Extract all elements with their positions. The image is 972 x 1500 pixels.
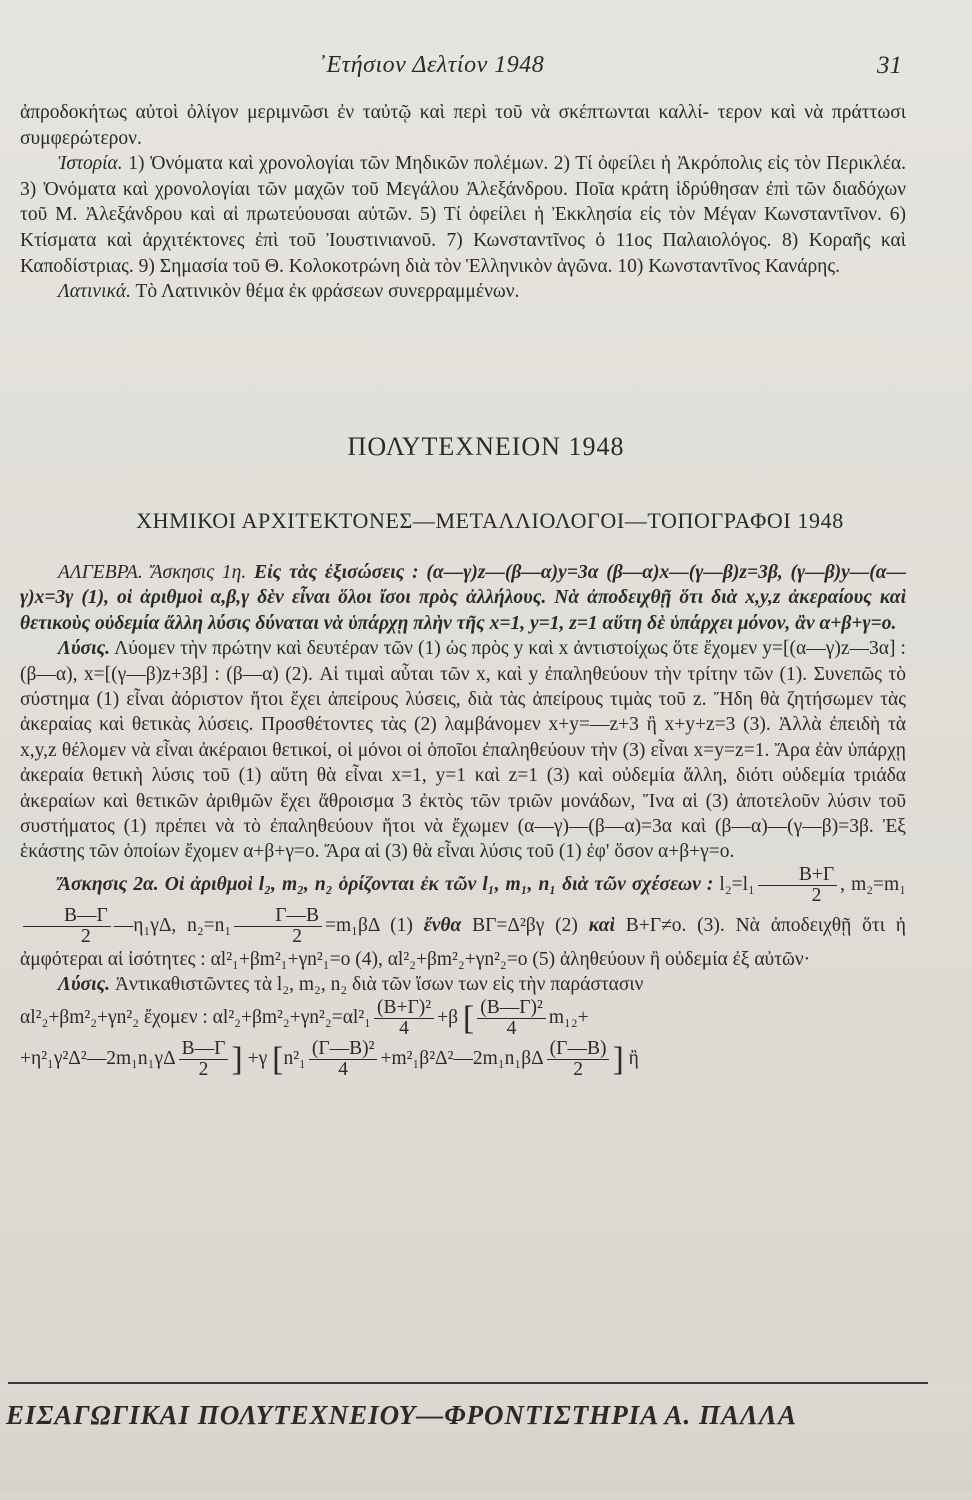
text-line: τερον καὶ νὰ πράττωσι συμφερώτερον. xyxy=(20,102,906,149)
fraction-denominator: 2 xyxy=(573,1058,583,1080)
formula-part: , m₂=m₁ xyxy=(840,873,907,895)
running-header xyxy=(0,52,972,88)
latin-text: Τὸ Λατινικὸν θέμα ἐκ φράσεων συνερραμμένων. xyxy=(135,281,520,303)
section-heading: ΠΟΛΥΤΕΧΝΕΙΟΝ 1948 xyxy=(347,432,625,461)
formula-part: αl²₂+βm²₂+γn²₂ ἔχομεν : αl²₂+βm²₂+γn²₂=αl²₁ xyxy=(20,1006,371,1028)
fraction-numerator: Β—Γ xyxy=(23,906,111,927)
formula-part: +γ xyxy=(247,1047,268,1069)
fraction-denominator: 2 xyxy=(292,925,302,947)
history-text: 1) Ὀνόματα καὶ χρονολογίαι τῶν Μηδικῶν πολέμων. 2) Τί ὀφείλει ἡ Ἀκρόπολις εἰς τὸν Περικλέα. 3) Ὀνόματα καὶ χρονολογίαι τῶν μαχῶν τοῦ Μεγάλου Ἀλεξάνδρου. Ποῖα κράτη ἱδρύθησαν ἐπὶ τῶν διαδόχων τοῦ Μ. Ἀλεξάνδρου καὶ αἱ πρωτεύουσαι αὐτῶν. 5) Τί ὀφείλει ἡ Ἐκκλησία εἰς τὸν Μέγαν Κωνσταντῖνον. 6) Κτίσματα καὶ ἀρχιτέκτονες ἐπὶ τοῦ Ἰουστινιανοῦ. 7) Κωνσταντῖνος ὁ 11ος Παλαιολόγος. 8) Κοραῆς καὶ Καποδίστριας. 9) Σημασία τοῦ Θ. Κολοκοτρώνη διὰ τὸν Ἑλληνικὸν ἀγῶνα. 10) Κωνσταντῖνος Κανάρης. xyxy=(20,153,906,277)
history-label: Ἱστορία. xyxy=(58,153,123,175)
fraction-numerator: Γ—Β xyxy=(234,906,322,927)
fraction xyxy=(234,906,322,947)
latin-paragraph xyxy=(20,279,906,305)
exercise-1-label: Ἄσκησις 1η. xyxy=(150,562,247,583)
running-title: ᾿Ετήσιον Δελτίον 1948 xyxy=(318,52,545,78)
fraction xyxy=(374,998,434,1039)
formula-word: καὶ xyxy=(588,914,615,936)
fraction-denominator: 2 xyxy=(811,884,822,906)
section-subheading: ΧΗΜΙΚΟΙ ΑΡΧΙΤΕΚΤΟΝΕΣ—ΜΕΤΑΛΛΙΟΛΟΓΟΙ—ΤΟΠΟΓΡΑΦΟΙ 1948 xyxy=(136,508,844,533)
solution-2-label: Λύσις. xyxy=(58,974,111,996)
formula-part: m₁₂+ xyxy=(548,1006,589,1028)
formula-word: ἔνθα xyxy=(423,914,462,936)
solution-2-text: Ἀντικαθιστῶντες τὰ l₂, m₂, n₂ διὰ τῶν ἴσων των εἰς τὴν παράστασιν xyxy=(114,974,644,996)
fraction-denominator: 4 xyxy=(506,1017,517,1039)
footer-rule xyxy=(8,1382,928,1384)
fraction-numerator: Β—Γ xyxy=(179,1039,229,1060)
formula-part: ἢ xyxy=(628,1047,639,1069)
fraction-denominator: 2 xyxy=(198,1058,209,1080)
history-paragraph xyxy=(20,151,906,279)
fraction-numerator: (Β—Γ)² xyxy=(477,998,546,1019)
fraction-denominator: 4 xyxy=(399,1017,409,1039)
formula-part: ΒΓ=Δ²βγ (2) xyxy=(472,914,578,936)
exercise-1-text: Εἰς τὰς ἐξισώσεις : (α—γ)z—(β—α)y=3α (β—α)x—(γ—β)z=3β, (γ—β)y—(α—γ)x=3γ (1), οἱ ἀριθμοὶ α,β,γ δὲν εἶναι ὅλοι ἴσοι πρὸς ἀλλήλους. Νὰ ἀποδειχθῇ ὅτι διὰ x,y,z ἀκεραίους καὶ θετικοὺς οὐδεμία ἄλλη λύσις δύναται νὰ ὑπάρχῃ πλὴν τῆς x=1, y=1, z=1 αὕτη δὲ ὑπάρχει μόνον, ἂν α+β+γ=ο. xyxy=(20,562,907,634)
solution-2-equation-1 xyxy=(20,998,906,1039)
formula-part: n²₁ xyxy=(283,1047,306,1069)
algebra-section xyxy=(20,560,906,1080)
latin-label: Λατινικά. xyxy=(58,281,131,303)
footer-text: ΕΙΣΑΓΩΓΙΚΑΙ ΠΟΛΥΤΕΧΝΕΙΟΥ—ΦΡΟΝΤΙΣΤΗΡΙΑ Α. ΠΑΛΛΑ xyxy=(6,1400,798,1430)
fraction xyxy=(547,1039,610,1080)
fraction-numerator: (Γ—Β)² xyxy=(309,1039,378,1060)
fraction-numerator: (Β+Γ)² xyxy=(374,998,434,1019)
text-line: ἀπροδοκήτως αὐτοὶ ὀλίγον μεριμνῶσι ἐν ταὐτῷ καὶ περὶ τοῦ νὰ σκέπτωνται καλλί- xyxy=(20,102,709,123)
solution-2 xyxy=(20,972,906,997)
formula-part: +β xyxy=(437,1006,459,1028)
solution-1-label: Λύσις. xyxy=(58,638,111,660)
fraction-numerator: (Γ—Β) xyxy=(547,1039,610,1060)
formula-part: =m₁βΔ (1) xyxy=(325,914,413,936)
paragraph-line xyxy=(20,100,906,151)
fraction-numerator: Β+Γ xyxy=(758,865,837,886)
solution-2-equation-2 xyxy=(20,1039,906,1080)
open-bracket: [ xyxy=(462,999,475,1037)
fraction xyxy=(477,998,546,1039)
exercise-2-lead: Οἱ ἀριθμοὶ l₂, m₂, n₂ ὁρίζονται ἐκ τῶν l₁, m₁, n₁ διὰ τῶν σχέσεων : xyxy=(164,873,714,895)
fraction-denominator: 2 xyxy=(81,925,91,947)
exercise-1 xyxy=(20,560,906,636)
algebra-label: ΑΛΓΕΒΡΑ. xyxy=(58,562,143,583)
page-number: 31 xyxy=(877,52,902,79)
solution-1-text: Λύομεν τὴν πρώτην καὶ δευτέραν τῶν (1) ὡς πρὸς y καὶ x ἀντιστοίχως ὅτε ἔχομεν y=[(α—γ)z—3α] : (β—α), x=[(γ—β)z+3β] : (β—α) (2). Αἱ τιμαὶ αὗται τῶν x, καὶ y ἐπαληθεύουν τὴν τρίτην τῶν (1). Συνεπῶς τὸ σύστημα (1) εἶναι ἀόριστον ἤτοι ἔχει ἀπείρους λύσεις, διὰ τὰς ἀπείρους τιμὰς τοῦ z. Ἤδη θὰ ζητήσωμεν τὰς ἀκεραίας καὶ θετικὰς λύσεις. Προσθέτοντες τὰς (2) λαμβάνομεν x+y=—z+3 ἢ x+y+z=3 (3). Ἀλλὰ ἐπειδὴ τὰ x,y,z θέλομεν νὰ εἶναι ἀκέραιοι θετικοί, οἱ μόνοι οἱ ὁποῖοι ἐπαληθεύουν τὴν (3) εἶναι x=y=z=1. Ἄρα ἐὰν ὑπάρχῃ ἀκεραία θετικὴ λύσις τοῦ (1) αὕτη θὰ εἶναι x=1, y=1 καὶ z=1 (3) καὶ οὐδεμία ἄλλη, διότι οὐδεμία τριάδα ἀκεραίων καὶ θετικῶν ἀριθμῶν ἔχει ἄθροισμα 3 ἐκτὸς τῶν τριῶν μονάδων, Ἵνα αἱ (3) ἀποτελοῦν λύσιν τοῦ συστήματος (1) πρέπει νὰ τὸ ἐπαληθεύουν ἤτοι νὰ ἔχωμεν (α—γ)—(β—α)=3α καὶ (β—α)—(γ—β)=3β. Ἐξ ἑκάστης τῶν ὁποίων ἔχομεν α+β+γ=ο. Ἄρα αἱ (3) θὰ εἶναι λύσις τοῦ (1) ἐφ' ὅσον α+β+γ=ο. xyxy=(20,638,906,863)
exercise-2-label: Ἄσκησις 2α. xyxy=(58,873,159,895)
fraction xyxy=(179,1039,229,1080)
formula-part: Β+Γ≠ο. (3). Νὰ ἀποδειχθῇ ὅτι ἡ ἀμφότεραι αἱ ἰσότητες : αl²₁+βm²₁+γn²₁=ο (4), αl²₂+βm²₂+γn²₂=ο (5) ἀληθεύουν ἢ οὐδεμία ἐξ αὐτῶν· xyxy=(20,914,907,970)
open-bracket: [ xyxy=(272,1040,284,1078)
solution-1 xyxy=(20,636,906,865)
fraction-denominator: 4 xyxy=(338,1058,349,1080)
exercise-2 xyxy=(20,865,906,972)
formula-part: +m²₁β²Δ²—2m₁n₁βΔ xyxy=(380,1047,544,1069)
formula-part: l₂=l₁ xyxy=(719,873,755,895)
footer-banner xyxy=(0,1382,972,1492)
fraction xyxy=(309,1039,378,1080)
close-bracket: ] xyxy=(612,1040,624,1078)
close-bracket: ] xyxy=(231,1040,243,1078)
formula-part: —η₁γΔ, n₂=n₁ xyxy=(113,914,232,936)
fraction xyxy=(758,865,837,906)
formula-part: +η²₁γ²Δ²—2m₁n₁γΔ xyxy=(20,1047,176,1069)
history-section xyxy=(20,100,906,305)
fraction xyxy=(23,906,111,947)
